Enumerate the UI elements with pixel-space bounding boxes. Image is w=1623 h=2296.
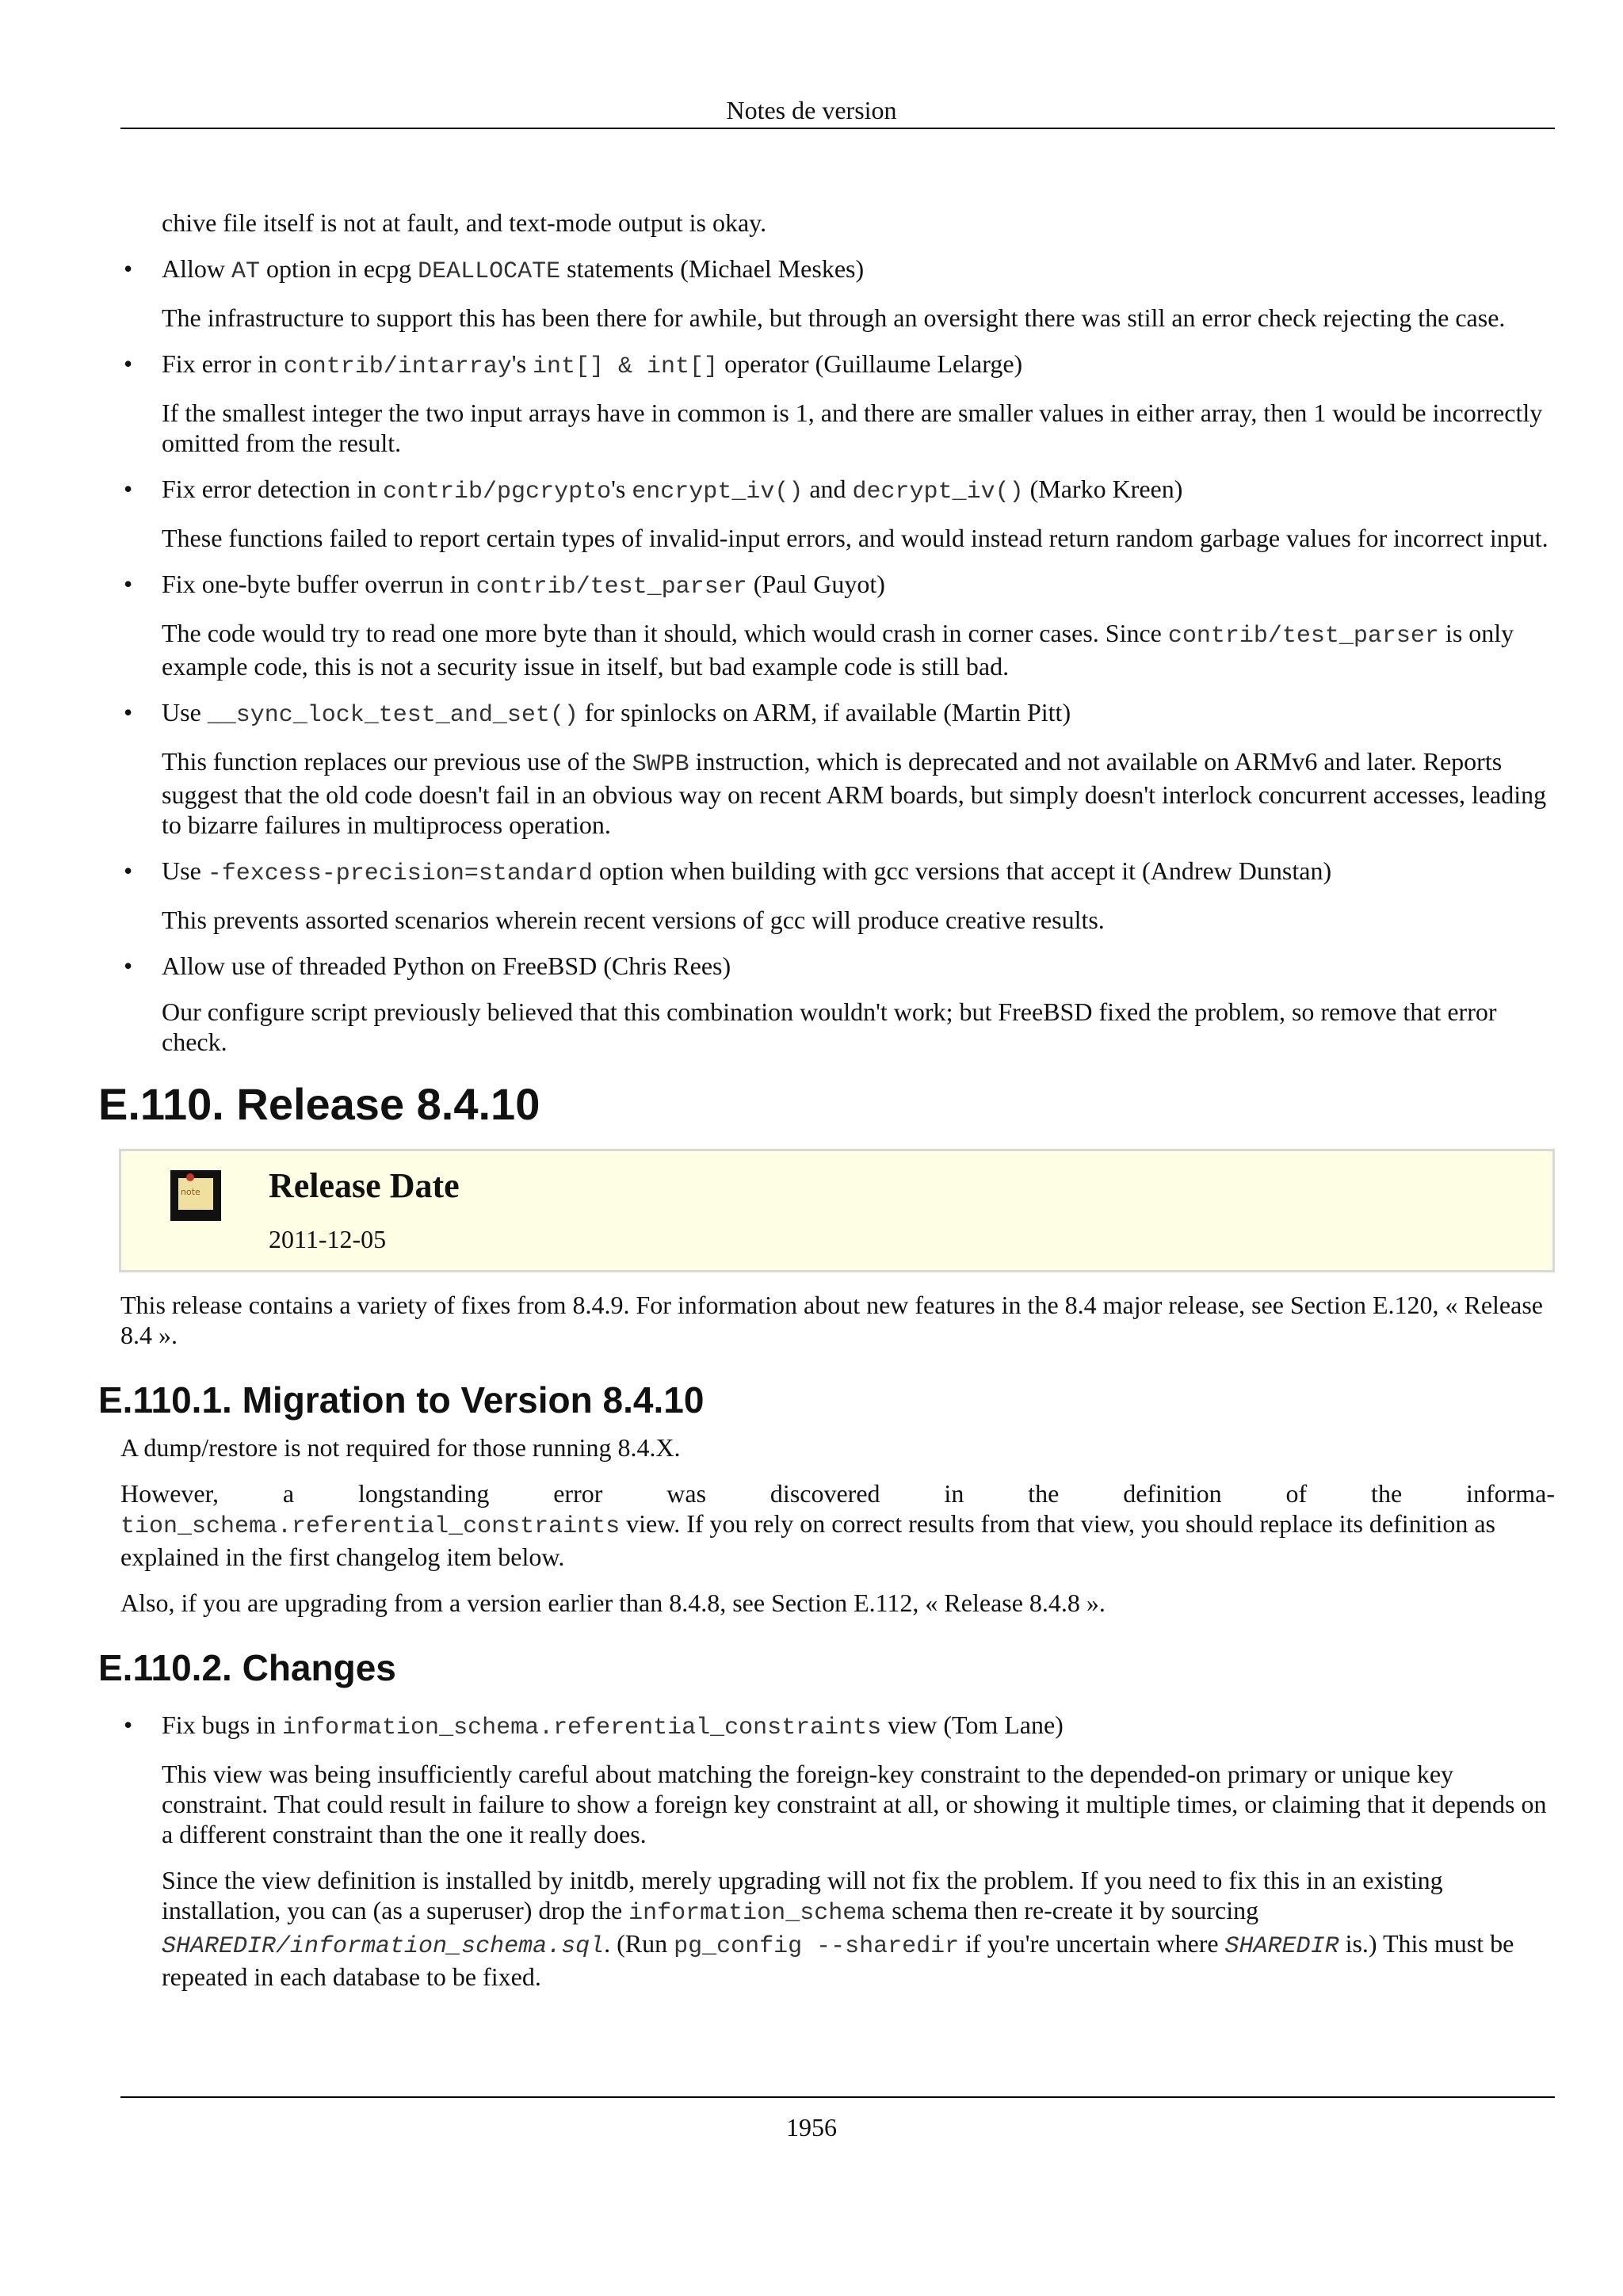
item-description: This view was being insufficiently careful about matching the foreign-key constraint to the depended-on primary or unique key constraint. That could result in failure to show a foreign key constraint at all, or showing it multiple times, or claiming that it depends on a different constraint than the one it really does. [162, 1760, 1547, 1848]
item-description: Since the view definition is installed by initdb, merely upgrading will not fix the problem. If you need to fix this in an existing installation, you can (as a superuser) drop the information_schema schema then re-create it by sourcing SHAREDIR/information_schema.sql. (Run pg_config --sharedir if you're uncertain where SHAREDIR is.) This must be repeated in each database to be fixed. [162, 1866, 1514, 1991]
continued-paragraph: chive file itself is not at fault, and text-mode output is okay. [162, 208, 767, 237]
release-date-note [119, 1149, 1555, 1272]
note-title: Release Date [269, 1166, 460, 1205]
migration-paragraph: Also, if you are upgrading from a version earlier than 8.4.8, see Section E.112, « Release 8.4.8 ». [120, 1589, 1106, 1617]
subsection-heading: E.110.2. Changes [98, 1647, 396, 1688]
list-item: • Use __sync_lock_test_and_set() for spinlocks on ARM, if available (Martin Pitt) [120, 697, 1555, 730]
list-item: • Fix error detection in contrib/pgcrypto's encrypt_iv() and decrypt_iv() (Marko Kreen) [120, 474, 1555, 507]
list-item: • Allow use of threaded Python on FreeBSD (Chris Rees) [120, 951, 1555, 981]
footer-rule [120, 2096, 1555, 2098]
note-icon: note [170, 1170, 221, 1221]
release-intro: This release contains a variety of fixes from 8.4.9. For information about new features in the 8.4 major release, see Section E.120, « Release 8.4 ». [120, 1291, 1543, 1349]
running-header: Notes de version [726, 96, 897, 124]
release-date: 2011-12-05 [269, 1225, 387, 1253]
item-description: Our configure script previously believed that this combination wouldn't work; but FreeBSD fixed the problem, so remove that error check. [162, 997, 1497, 1056]
item-description: The code would try to read one more byte than it should, which would crash in corner cases. Since contrib/test_parser is only example code, this is not a security issue in itself, but bad example code is still bad. [162, 619, 1514, 681]
section-heading: E.110. Release 8.4.10 [98, 1079, 540, 1129]
header-rule [120, 128, 1555, 129]
list-item: • Allow AT option in ecpg DEALLOCATE statements (Michael Meskes) [120, 254, 1555, 287]
item-description: This function replaces our previous use of the SWPB instruction, which is deprecated and not available on ARMv6 and later. Reports suggest that the old code doesn't fail in an obvious way on recent ARM boards, but simply doesn't interlock concurrent accesses, leading to bizarre failures in multiprocess operation. [162, 747, 1547, 839]
list-item: • Use -fexcess-precision=standard option when building with gcc versions that accept it (Andrew Dunstan) [120, 856, 1555, 889]
list-item: • Fix error in contrib/intarray's int[] & int[] operator (Guillaume Lelarge) [120, 349, 1555, 382]
subsection-heading: E.110.1. Migration to Version 8.4.10 [98, 1379, 705, 1421]
item-description: If the smallest integer the two input arrays have in common is 1, and there are smaller values in either array, then 1 would be incorrectly omitted from the result. [162, 399, 1543, 457]
migration-paragraph: However, a longstanding error was discovered in the definition of the informa- tion_schema.referential_constraints view. If you rely on correct results from that view, you should replace its definition as explained in the first changelog item below. [120, 1479, 1555, 1571]
list-item: • Fix one-byte buffer overrun in contrib/test_parser (Paul Guyot) [120, 569, 1555, 602]
migration-paragraph: A dump/restore is not required for those running 8.4.X. [120, 1433, 681, 1462]
item-description: This prevents assorted scenarios wherein recent versions of gcc will produce creative results. [162, 906, 1105, 934]
page-content [98, 208, 1555, 2008]
page-number: 1956 [786, 2113, 837, 2142]
list-item: • Fix bugs in information_schema.referential_constraints view (Tom Lane) [120, 1710, 1555, 1743]
item-description: The infrastructure to support this has been there for awhile, but through an oversight there was still an error check rejecting the case. [162, 303, 1506, 332]
item-description: These functions failed to report certain types of invalid-input errors, and would instead return random garbage values for incorrect input. [162, 524, 1549, 552]
